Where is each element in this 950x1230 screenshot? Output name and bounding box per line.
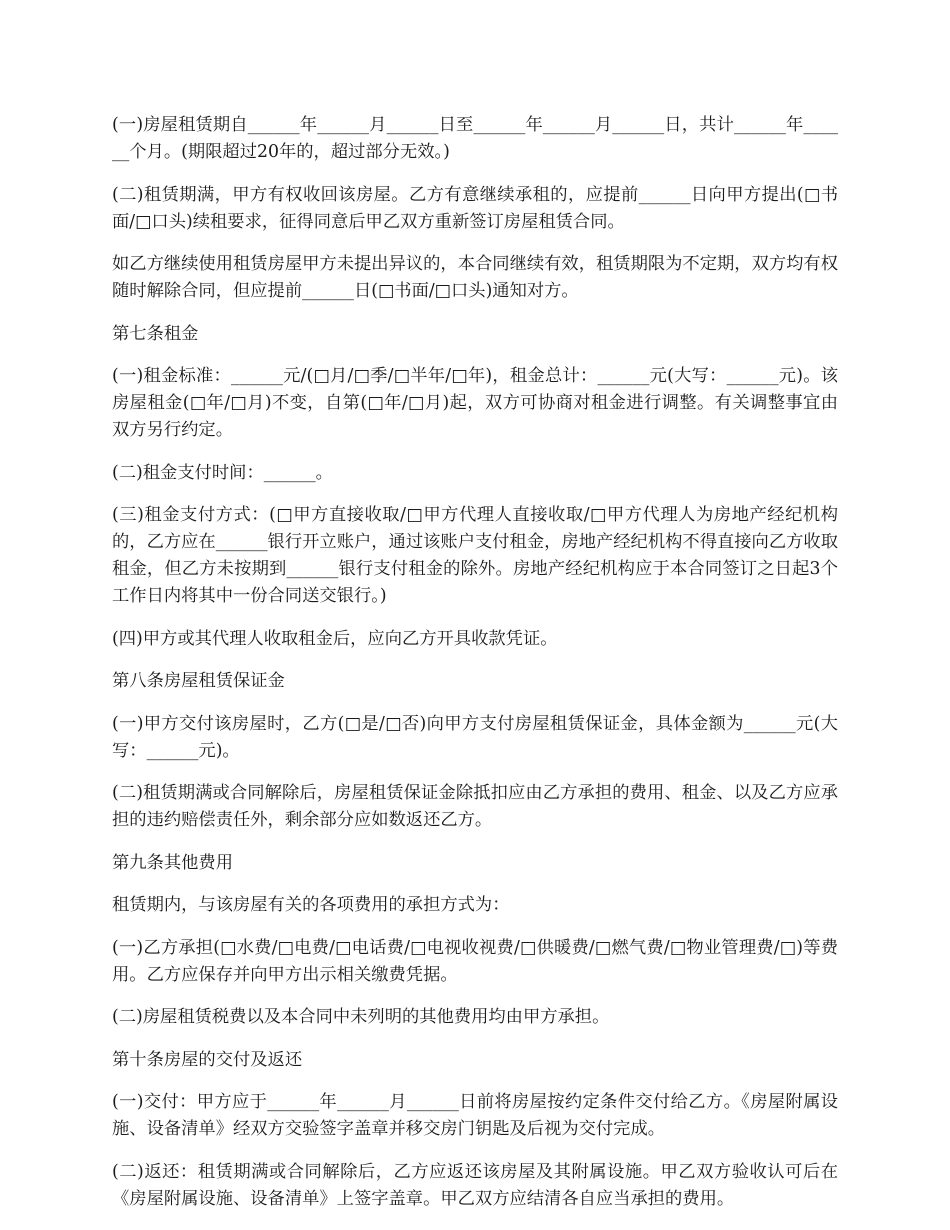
section-heading-rent: 第七条租金: [112, 323, 199, 344]
clause-fees-tenant: (一)乙方承担(□水费/□电费/□电话费/□电视收视费/□供暖费/□燃气费/□物业管理费/□)等费用。乙方应保存并向甲方出示相关缴费凭据。: [112, 937, 838, 985]
section-heading-delivery-return: 第十条房屋的交付及返还: [112, 1049, 303, 1070]
clause-indefinite-term: 如乙方继续使用租赁房屋甲方未提出异议的，本合同继续有效，租赁期限为不定期，双方均有权随时解除合同，但应提前______日(□书面/□口头)通知对方。: [112, 254, 838, 301]
clause-deposit-amount: (一)甲方交付该房屋时，乙方(□是/□否)向甲方支付房屋租赁保证金，具体金额为______元(大写：______元)。: [112, 713, 838, 761]
clause-lease-term: (一)房屋租赁期自______年______月______日至______年______月______日，共计______年______个月。(期限超过20年的，超过部分无效。): [112, 115, 838, 162]
section-heading-other-fees: 第九条其他费用: [112, 852, 233, 873]
section-heading-deposit: 第八条房屋租赁保证金: [112, 671, 285, 691]
clause-fees-landlord: (二)房屋租赁税费以及本合同中未列明的其他费用均由甲方承担。: [112, 1007, 610, 1027]
document-body: [112, 112, 838, 1228]
clause-rent-receipt: (四)甲方或其代理人收取租金后，应向乙方开具收款凭证。: [112, 628, 558, 649]
clause-lease-renewal: (二)租赁期满，甲方有权收回该房屋。乙方有意继续承租的，应提前______日向甲方提出(□书面/□口头)续租要求，征得同意后甲乙双方重新签订房屋租赁合同。: [112, 184, 838, 232]
clause-rent-payment-method: (三)租金支付方式：(□甲方直接收取/□甲方代理人直接收取/□甲方代理人为房地产经纪机构的，乙方应在______银行开立账户，通过该账户支付租金，房地产经纪机构不得直接向乙方收取租金，但乙方未按期到______银行支付租金的除外。房地产经纪机构应于本合同签订之日起3个工作日内将其中一份合同送交银行。): [112, 505, 838, 606]
clause-delivery: (一)交付：甲方应于______年______月______日前将房屋按约定条件交付给乙方。《房屋附属设施、设备清单》经双方交验签字盖章并移交房门钥匙及后视为交付完成。: [112, 1092, 838, 1139]
clause-rent-payment-time: (二)租金支付时间：______。: [112, 462, 333, 483]
clause-return: (二)返还：租赁期满或合同解除后，乙方应返还该房屋及其附属设施。甲乙双方验收认可后在《房屋附属设施、设备清单》上签字盖章。甲乙双方应结清各自应当承担的费用。: [112, 1161, 838, 1209]
clause-deposit-return: (二)租赁期满或合同解除后，房屋租赁保证金除抵扣应由乙方承担的费用、租金、以及乙方应承担的违约赔偿责任外，剩余部分应如数返还乙方。: [112, 783, 838, 830]
clause-rent-standard: (一)租金标准：______元/(□月/□季/□半年/□年)，租金总计：______元(大写：______元)。该房屋租金(□年/□月)不变，自第(□年/□月)起，双方可协商对租金进行调整。有关调整事宜由双方另行约定。: [112, 366, 838, 440]
clause-fees-intro: 租赁期内，与该房屋有关的各项费用的承担方式为：: [112, 895, 510, 915]
